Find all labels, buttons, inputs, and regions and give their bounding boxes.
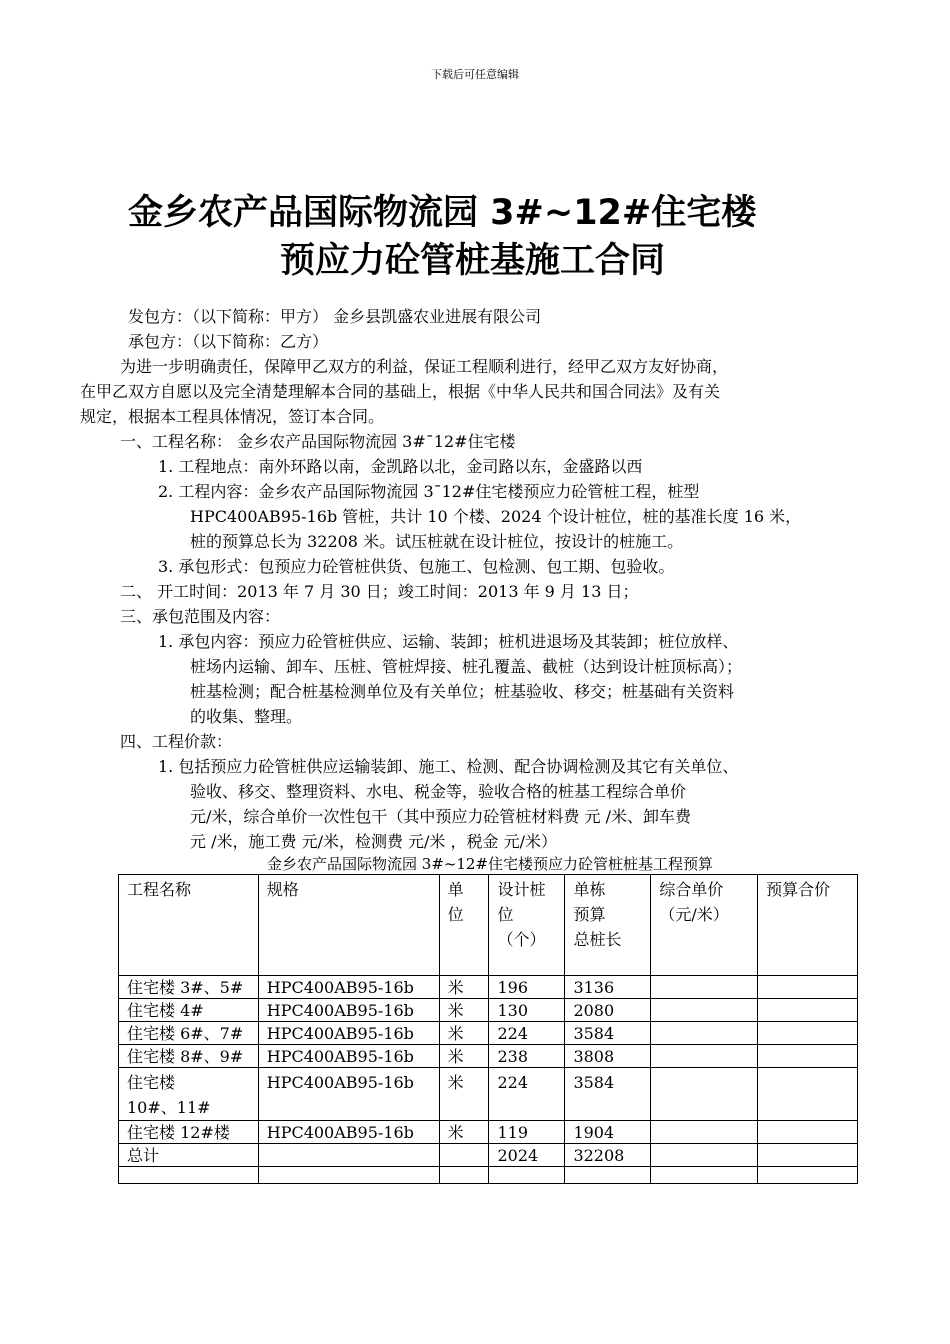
cell-spec: HPC400AB95-16b <box>258 976 439 999</box>
cell-empty <box>439 1167 489 1184</box>
budget-table <box>118 874 858 1184</box>
header-total-price <box>758 875 858 976</box>
section-1-item-3: 3. 承包形式：包预应力砼管桩供货、包施工、包检测、包工期、包验收。 <box>158 557 675 576</box>
cell-name: 住宅楼 8#、9# <box>119 1045 259 1068</box>
header-text: （个） <box>497 930 546 949</box>
cell-empty <box>258 1144 439 1167</box>
cell-length: 3136 <box>565 976 651 999</box>
section-3-item-1-line-3: 桩基检测；配合桩基检测单位及有关单位；桩基验收、移交；桩基础有关资料 <box>190 682 735 701</box>
intro-line-2: 在甲乙双方自愿以及完全清楚理解本合同的基础上，根据《中华人民共和国合同法》及有关 <box>80 382 721 401</box>
header-text: （元/米） <box>659 905 729 924</box>
cell-empty <box>758 1144 858 1167</box>
cell-unit: 米 <box>439 976 489 999</box>
section-1-item-2-line-3: 桩的预算总长为 32208 米。试压桩就在设计桩位，按设计的桩施工。 <box>190 532 684 551</box>
title-line-2: 预应力砼管桩基施工合同 <box>280 241 666 281</box>
cell-unit: 米 <box>439 999 489 1022</box>
cell-name-line: 住宅楼 <box>127 1073 176 1092</box>
table-row <box>119 1045 858 1068</box>
cell-unit: 米 <box>439 1121 489 1144</box>
section-1-item-2-line-2: HPC400AB95-16b 管桩，共计 10 个楼、2024 个设计桩位，桩的基准长度 16 米， <box>190 507 802 526</box>
cell-length: 3584 <box>565 1022 651 1045</box>
cell-piles: 196 <box>489 976 565 999</box>
header-unit-price <box>651 875 758 976</box>
table-row <box>119 1022 858 1045</box>
cell-price <box>651 976 758 999</box>
cell-spec: HPC400AB95-16b <box>258 999 439 1022</box>
cell-total <box>758 976 858 999</box>
cell-empty <box>565 1167 651 1184</box>
section-2: 二、 开工时间：2013 年 7 月 30 日；竣工时间：2013 年 9 月 13 日； <box>120 582 639 601</box>
cell-total <box>758 1022 858 1045</box>
cell-piles: 238 <box>489 1045 565 1068</box>
header-pile-length <box>565 875 651 976</box>
cell-price <box>651 1045 758 1068</box>
cell-empty <box>119 1167 259 1184</box>
cell-piles: 130 <box>489 999 565 1022</box>
cell-price <box>651 1068 758 1121</box>
header-project-name <box>119 875 259 976</box>
table-row <box>119 1121 858 1144</box>
section-4-item-1-line-3: 元/米，综合单价一次性包干（其中预应力砼管桩材料费 元 /米、卸车费 <box>190 807 691 826</box>
section-1-title: 一、工程名称： 金乡农产品国际物流园 3#¯12#住宅楼 <box>120 432 516 451</box>
cell-spec: HPC400AB95-16b <box>258 1022 439 1045</box>
section-3-item-1-line-1: 1. 承包内容：预应力砼管桩供应、运输、装卸；桩机进退场及其装卸；桩位放样、 <box>158 632 739 651</box>
section-4-item-1-line-1: 1. 包括预应力砼管桩供应运输装卸、施工、检测、配合协调检测及其它有关单位、 <box>158 757 739 776</box>
cell-name: 住宅楼 4# <box>119 999 259 1022</box>
cell-piles: 119 <box>489 1121 565 1144</box>
header-text: 规格 <box>266 880 299 899</box>
header-unit <box>439 875 489 976</box>
section-1-item-2-line-1: 2. 工程内容：金乡农产品国际物流园 3¯12#住宅楼预应力砼管桩工程，桩型 <box>158 482 700 501</box>
header-text: 综合单价 <box>659 880 724 899</box>
cell-price <box>651 999 758 1022</box>
cell-unit: 米 <box>439 1022 489 1045</box>
cell-piles: 224 <box>489 1068 565 1121</box>
header-text: 位 <box>447 905 464 924</box>
header-text: 预算 <box>573 905 606 924</box>
cell-total-piles: 2024 <box>489 1144 565 1167</box>
cell-total <box>758 1068 858 1121</box>
header-text: 单栋 <box>573 880 606 899</box>
table-header-row <box>119 875 858 976</box>
cell-empty <box>651 1144 758 1167</box>
cell-price <box>651 1022 758 1045</box>
header-spec <box>258 875 439 976</box>
cell-spec: HPC400AB95-16b <box>258 1121 439 1144</box>
section-4-title: 四、工程价款： <box>120 732 233 751</box>
header-pile-count <box>489 875 565 976</box>
cell-unit: 米 <box>439 1045 489 1068</box>
cell-empty <box>258 1167 439 1184</box>
cell-name-line: 10#、11# <box>127 1098 211 1117</box>
cell-total <box>758 999 858 1022</box>
cell-empty <box>651 1167 758 1184</box>
header-text: 设计桩 <box>497 880 546 899</box>
cell-empty <box>758 1167 858 1184</box>
cell-total <box>758 1121 858 1144</box>
section-1-item-1: 1. 工程地点：南外环路以南，金凯路以北，金司路以东，金盛路以西 <box>158 457 643 476</box>
party-a: 发包方：（以下简称：甲方） 金乡县凯盛农业进展有限公司 <box>128 307 542 326</box>
intro-line-1: 为进一步明确责任，保障甲乙双方的利益，保证工程顺利进行，经甲乙双方友好协商， <box>120 357 729 376</box>
cell-length: 1904 <box>565 1121 651 1144</box>
cell-name: 住宅楼 6#、7# <box>119 1022 259 1045</box>
header-text: 总桩长 <box>573 930 622 949</box>
title-line-1: 金乡农产品国际物流园 3#~12#住宅楼 <box>128 193 757 233</box>
section-4-item-1-line-2: 验收、移交、整理资料、水电、税金等，验收合格的桩基工程综合单价 <box>190 782 687 801</box>
cell-price <box>651 1121 758 1144</box>
cell-length: 3808 <box>565 1045 651 1068</box>
cell-piles: 224 <box>489 1022 565 1045</box>
table-row <box>119 999 858 1022</box>
header-text: 预算合价 <box>766 880 831 899</box>
section-3-item-1-line-2: 桩场内运输、卸车、压桩、管桩焊接、桩孔覆盖、截桩（达到设计桩顶标高）； <box>190 657 743 676</box>
intro-line-3: 规定，根据本工程具体情况，签订本合同。 <box>80 407 385 426</box>
section-3-title: 三、承包范围及内容： <box>120 607 281 626</box>
cell-length: 3584 <box>565 1068 651 1121</box>
cell-total <box>758 1045 858 1068</box>
cell-unit: 米 <box>439 1068 489 1121</box>
cell-total-label: 总计 <box>119 1144 259 1167</box>
table-row <box>119 1068 858 1121</box>
header-text: 工程名称 <box>127 880 192 899</box>
table-empty-row <box>119 1167 858 1184</box>
cell-total-length: 32208 <box>565 1144 651 1167</box>
section-4-item-1-line-4: 元 /米，施工费 元/米，检测费 元/米 ，税金 元/米） <box>190 832 557 851</box>
party-b: 承包方：（以下简称：乙方） <box>128 332 329 351</box>
cell-empty <box>489 1167 565 1184</box>
cell-empty <box>439 1144 489 1167</box>
cell-spec: HPC400AB95-16b <box>258 1068 439 1121</box>
cell-name: 住宅楼 12#楼 <box>119 1121 259 1144</box>
table-row <box>119 976 858 999</box>
section-3-item-1-line-4: 的收集、整理。 <box>190 707 303 726</box>
cell-length: 2080 <box>565 999 651 1022</box>
header-note: 下载后可任意编辑 <box>431 68 519 81</box>
cell-name: 住宅楼 3#、5# <box>119 976 259 999</box>
header-text: 单 <box>447 880 464 899</box>
cell-name <box>119 1068 259 1121</box>
cell-spec: HPC400AB95-16b <box>258 1045 439 1068</box>
table-total-row <box>119 1144 858 1167</box>
table-caption: 金乡农产品国际物流园 3#~12#住宅楼预应力砼管桩桩基工程预算 <box>266 855 714 873</box>
header-text: 位 <box>497 905 514 924</box>
